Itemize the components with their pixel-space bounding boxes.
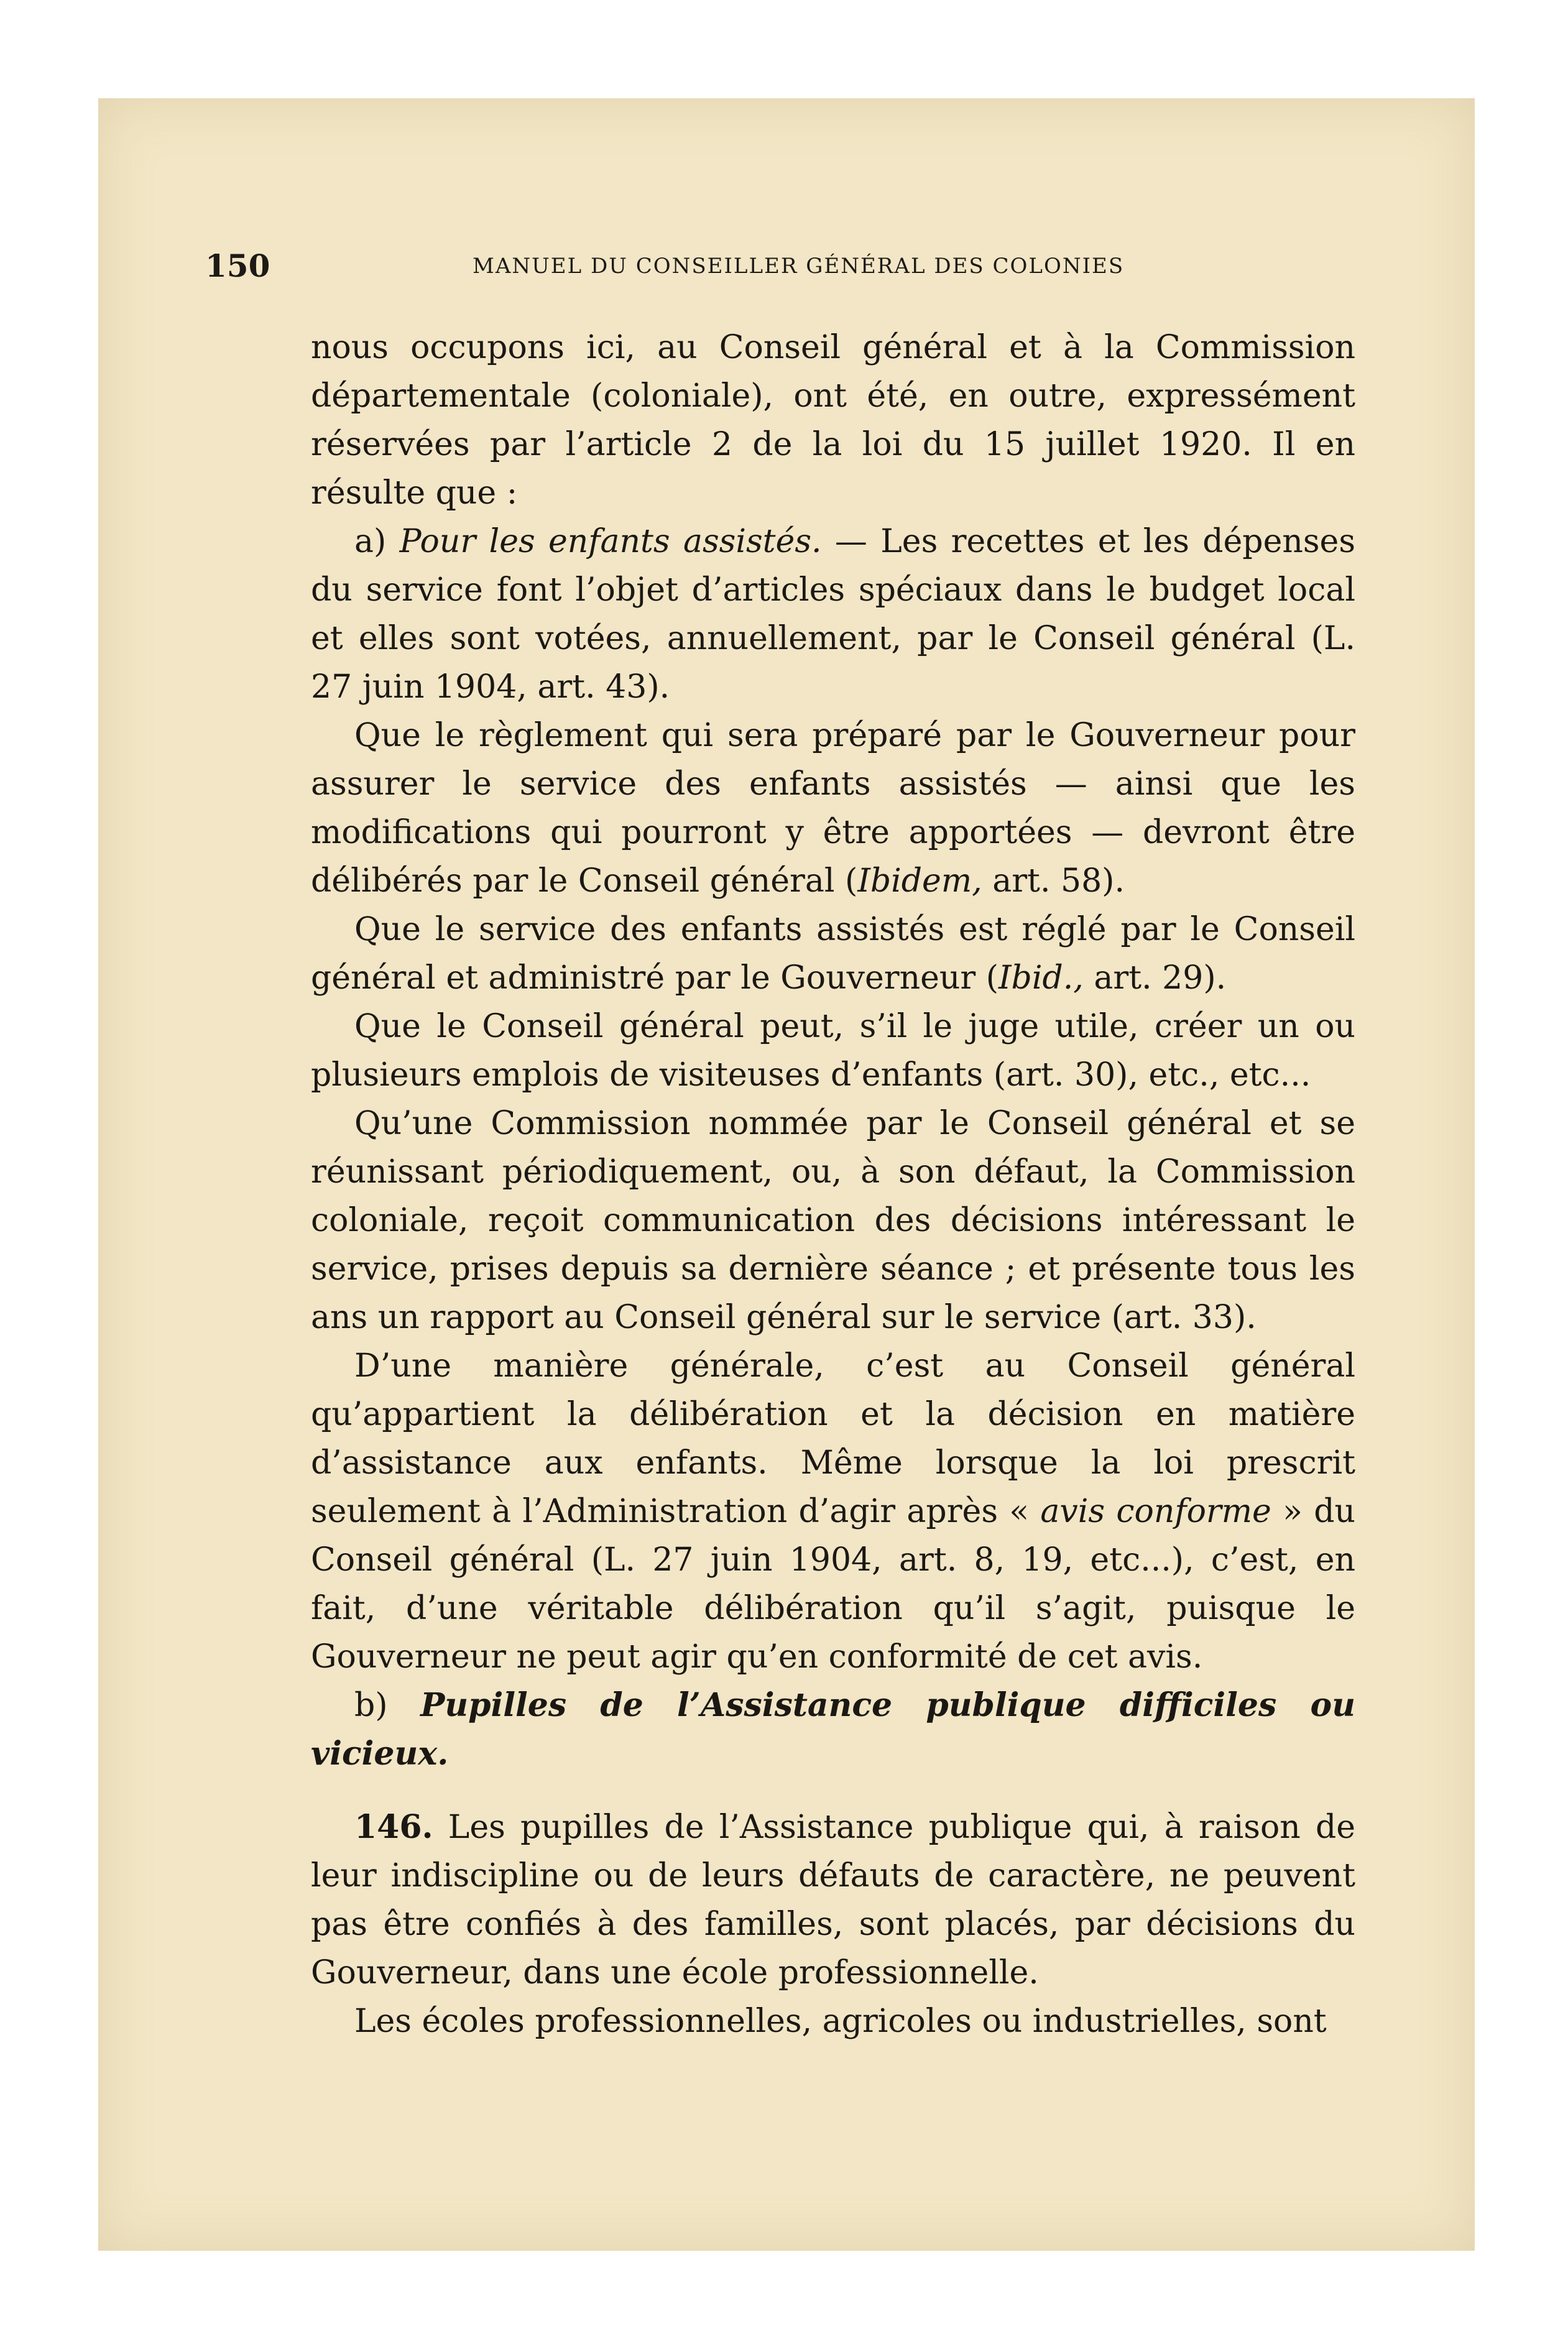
numbered-paragraph: [311, 1803, 1355, 1997]
paragraph-text: art. 29).: [1083, 959, 1227, 997]
page-body: [311, 323, 1355, 2046]
page-number: 150: [205, 247, 270, 284]
citation-italic: Ibid.,: [998, 959, 1084, 997]
paragraph: [311, 905, 1355, 1002]
section-title: Pupilles de l’Assistance publique difficiles ou vicieux.: [311, 1686, 1355, 1773]
paragraph-number: 146.: [354, 1808, 433, 1846]
paragraph: [311, 1342, 1355, 1681]
paragraph: [311, 711, 1355, 905]
paragraph-text: Que le service des enfants assistés est réglé par le Conseil général et administré par le Gouverneur (: [311, 911, 1355, 997]
citation-italic: Ibidem,: [857, 862, 982, 900]
paragraph-text: art. 58).: [982, 862, 1125, 900]
paragraph-text: D’une manière générale, c’est au Conseil général qu’appartient la délibération et la décision en matière d’assistance aux enfants. Même lorsque la loi prescrit seulement à l’Administration d’agir après «: [311, 1347, 1355, 1530]
quoted-italic: avis conforme: [1040, 1493, 1271, 1530]
list-label: b): [354, 1687, 388, 1724]
paragraph-text: » du Conseil général (L. 27 juin 1904, art. 8, 19, etc...), c’est, en fait, d’une véritable délibération qu’il s’agit, puisque le Gouverneur ne peut agir qu’en conformité de cet avis.: [311, 1493, 1356, 1676]
paragraph: nous occupons ici, au Conseil général et à la Commission départementale (coloniale), ont été, en outre, expressément réservées par l’article 2 de la loi du 15 juillet 1920. Il en résulte que :: [311, 329, 1355, 512]
section-heading-pupilles: [311, 1681, 1355, 1778]
list-label: a): [354, 523, 387, 560]
paragraph-text: — Les recettes et les dépenses du service font l’objet d’articles spéciaux dans le budget local et elles sont votées, annuellement, par le Conseil général (L. 27 juin 1904, art. 43).: [311, 523, 1356, 706]
running-title: MANUEL DU CONSEILLER GÉNÉRAL DES COLONIES: [473, 254, 1125, 279]
paragraph-text: Que le règlement qui sera préparé par le Gouverneur pour assurer le service des enfants assistés — ainsi que les modifications qui pourront y être apportées — devront être délibérés par le Conseil général (: [311, 717, 1355, 900]
page-header: [205, 247, 1337, 291]
paragraph: Qu’une Commission nommée par le Conseil général et se réunissant périodiquement, ou, à son défaut, la Commission coloniale, reçoit communication des décisions intéressant le service, prises depuis sa dernière séance ; et présente tous les ans un rapport au Conseil général sur le service (art. 33).: [311, 1105, 1355, 1336]
paragraph-enfants-assistes: [311, 517, 1355, 711]
section-title: Pour les enfants assistés.: [399, 523, 822, 560]
paragraph: Les écoles professionnelles, agricoles ou industrielles, sont: [354, 2003, 1327, 2040]
paragraph: Que le Conseil général peut, s’il le juge utile, créer un ou plusieurs emplois de visiteuses d’enfants (art. 30), etc., etc...: [311, 1008, 1355, 1094]
paragraph-text: Les pupilles de l’Assistance publique qui, à raison de leur indiscipline ou de leurs défauts de caractère, ne peuvent pas être confiés à des familles, sont placés, par décisions du Gouverneur, dans une école professionnelle.: [311, 1809, 1355, 1991]
